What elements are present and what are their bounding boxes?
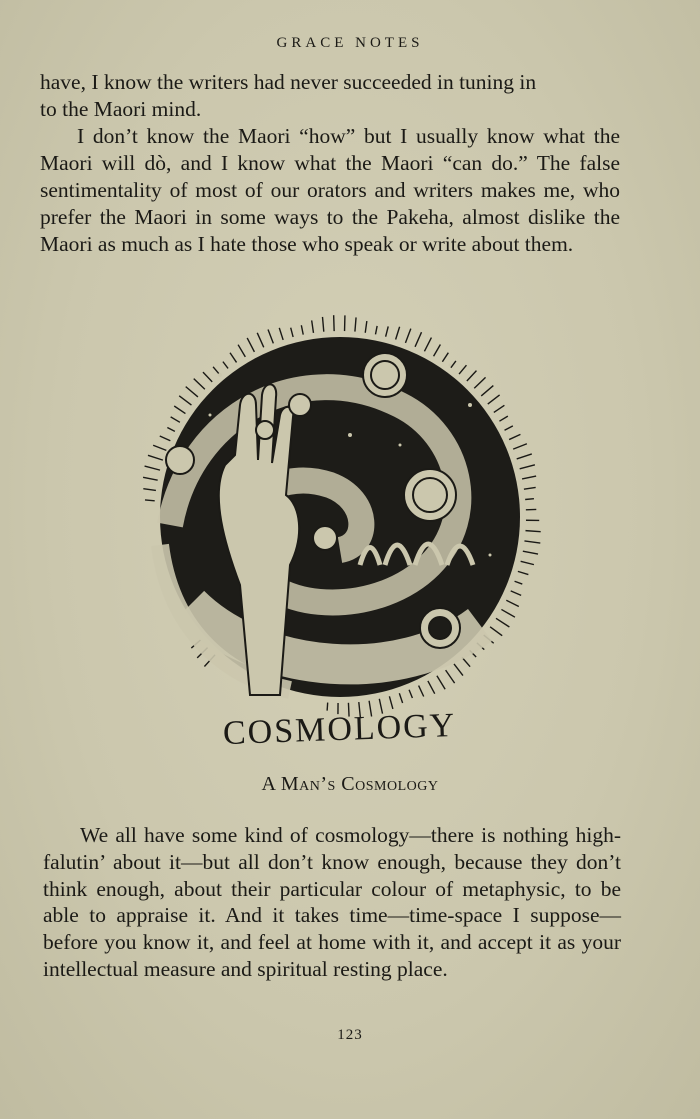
tick-mark	[145, 466, 160, 470]
tick-mark	[375, 326, 377, 334]
tick-mark	[434, 345, 441, 357]
tick-mark	[153, 445, 166, 450]
tick-mark	[526, 531, 541, 532]
tick-mark	[230, 353, 237, 363]
tick-mark	[522, 476, 536, 479]
tick-mark	[365, 321, 367, 333]
tick-mark	[405, 329, 410, 343]
tick-mark	[312, 320, 314, 332]
tick-mark	[524, 487, 536, 489]
tick-mark	[179, 396, 191, 405]
tick-mark	[301, 325, 303, 334]
tick-mark	[454, 664, 463, 676]
tick-mark	[499, 416, 507, 421]
tick-mark	[238, 345, 245, 357]
tick-mark	[327, 703, 328, 711]
paragraph-continuation-line-1: have, I know the writers had never succeeded in tuning in	[40, 70, 537, 94]
illustration-caption: A Man’s Cosmology	[261, 773, 439, 795]
tick-mark	[415, 332, 421, 347]
maori-paragraph: I don’t know the Maori “how” but I usually know what the Maori will dò, and I know what the Maori “can do.” The false sentimentality of most of our orators and writers makes me, who prefer the Maori in some ways to the Pakeha, almost dislike the Maori as much as I hate those who speak or write about them.	[40, 124, 620, 256]
opening-paragraph	[40, 69, 620, 258]
tick-mark	[520, 465, 535, 469]
tick-mark	[355, 317, 356, 331]
tick-mark	[386, 326, 389, 336]
tick-mark	[509, 434, 520, 439]
tick-mark	[419, 686, 424, 697]
tick-mark	[428, 681, 435, 694]
tick-mark	[186, 387, 198, 397]
tick-mark	[442, 353, 448, 362]
tick-mark	[437, 676, 445, 689]
tick-mark	[247, 338, 254, 352]
tick-mark	[396, 327, 400, 340]
tick-mark	[513, 444, 527, 449]
tick-mark	[505, 426, 513, 430]
tick-mark	[143, 477, 158, 480]
tick-mark	[481, 386, 493, 396]
tick-mark	[409, 690, 412, 698]
tick-mark	[148, 455, 163, 460]
tick-mark	[171, 417, 180, 422]
tick-mark	[467, 371, 477, 381]
tick-mark	[501, 609, 515, 617]
tick-mark	[143, 489, 156, 491]
tick-mark	[160, 436, 171, 441]
tick-mark	[517, 454, 532, 459]
tick-mark	[494, 405, 505, 412]
tick-mark	[488, 395, 500, 404]
tick-mark	[223, 362, 228, 369]
tick-mark	[446, 670, 455, 683]
tick-mark	[525, 499, 534, 500]
tick-mark	[257, 333, 264, 348]
tick-mark	[451, 361, 456, 368]
tick-mark	[268, 329, 273, 343]
page-number: 123	[337, 1027, 363, 1043]
tick-mark	[203, 372, 212, 382]
tick-mark	[518, 571, 528, 574]
tick-mark	[167, 428, 175, 432]
tick-mark	[521, 561, 534, 564]
tick-mark	[523, 551, 538, 554]
cosmology-illustration	[100, 295, 580, 765]
tick-mark	[291, 328, 293, 337]
tick-mark	[490, 627, 502, 636]
tick-mark	[194, 379, 205, 390]
tick-mark	[474, 377, 485, 388]
tick-mark	[322, 317, 323, 332]
tick-mark	[145, 500, 155, 501]
tick-mark	[459, 365, 466, 374]
running-head: GRACE NOTES	[276, 35, 424, 51]
tick-mark	[399, 693, 402, 703]
tick-mark	[279, 328, 283, 340]
tick-mark	[174, 406, 185, 414]
tick-mark	[496, 618, 509, 627]
tick-mark	[515, 581, 523, 584]
tick-mark	[506, 600, 519, 606]
cosmology-paragraph: We all have some kind of cosmology—there is nothing high-falutin’ about it—but all don’t know enough, because they don’t think enough, about their particular colour of metaphysic, to be able to appraise it. And it takes time—time-space I suppose—before you know it, and feel at home with it, and accept it as your intellectual measure and spiritual resting place.	[43, 823, 621, 981]
tick-mark	[511, 591, 521, 596]
paragraph-continuation-line-2: to the Maori mind.	[40, 97, 202, 121]
cosmology-lettering: COSMOLOGY	[222, 706, 457, 753]
tick-mark	[524, 541, 540, 543]
tick-mark	[424, 338, 431, 352]
tick-mark	[389, 696, 392, 709]
